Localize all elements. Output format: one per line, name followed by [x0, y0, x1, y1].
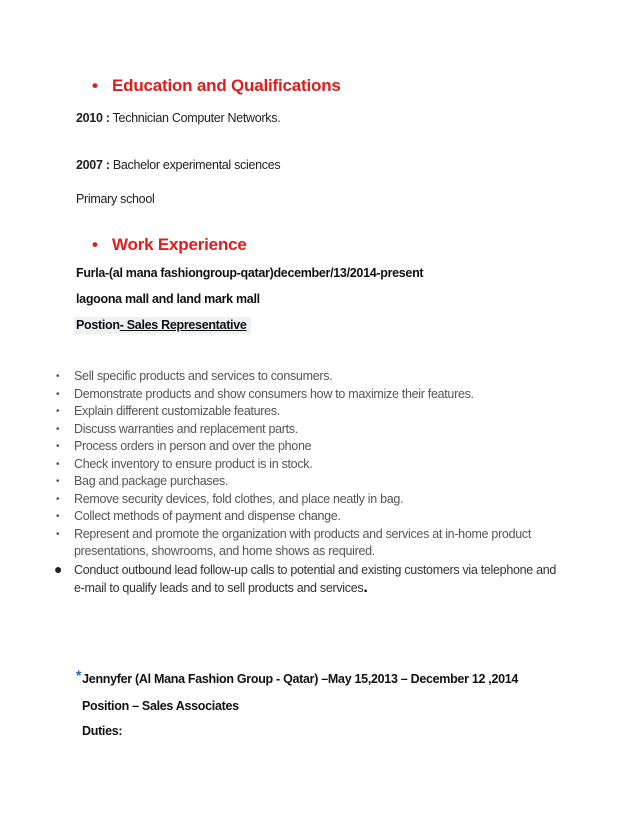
education-heading: [92, 76, 341, 96]
job2-position: Position – Sales Associates: [82, 699, 239, 713]
education-heading-text: Education and Qualifications: [112, 76, 341, 95]
list-item: • Represent and promote the organization with products and services at in-home product presentations, showrooms, and home shows as required.: [56, 526, 532, 558]
duty-text: Conduct outbound lead follow-up calls to potential and existing customers via telephone and e-mail to qualify leads and to sell products and services: [74, 562, 557, 595]
education-text: Technician Computer Networks.: [109, 111, 281, 125]
education-text: Primary school: [76, 192, 155, 206]
star-marker: *: [76, 667, 82, 683]
job1-company: Furla-(al mana fashiongroup-qatar)december/13/2014-present: [76, 266, 424, 280]
work-heading: [92, 235, 247, 255]
duty-text: Remove security devices, fold clothes, and place neatly in bag.: [74, 491, 404, 506]
list-item: • Bag and package purchases.: [56, 474, 229, 488]
duty-text: Sell specific products and services to consumers.: [74, 369, 333, 383]
education-item-2007: [76, 158, 280, 172]
list-item: • Process orders in person and over the phone: [56, 439, 312, 453]
duty-text: Check inventory to ensure product is in stock.: [74, 456, 313, 471]
list-item: • Collect methods of payment and dispense change.: [56, 509, 341, 523]
position-value: - Sales Representative: [119, 318, 247, 332]
education-year: 2007 :: [76, 158, 110, 172]
list-item: • Sell specific products and services to consumers.: [56, 369, 333, 383]
duty-text: Collect methods of payment and dispense change.: [74, 509, 341, 523]
list-item: • Explain different customizable features.: [56, 404, 280, 418]
list-item: • Demonstrate products and show consumers how to maximize their features.: [56, 386, 474, 401]
job1-location: lagoona mall and land mark mall: [76, 292, 260, 306]
duty-end: .: [363, 579, 368, 596]
education-item-primary: [76, 192, 154, 206]
position-highlight: [74, 317, 251, 334]
job2-duties-label: Duties:: [82, 724, 123, 738]
duty-text: Explain different customizable features.: [74, 404, 280, 418]
work-heading-text: Work Experience: [112, 235, 247, 254]
education-item-2010: [76, 111, 280, 125]
job2-company-text: Jennyfer (Al Mana Fashion Group - Qatar) –May 15,2013 – December 12 ,2014: [82, 672, 519, 686]
job2-company: [76, 667, 518, 686]
duty-text: Represent and promote the organization with products and services at in-home product presentations, showrooms, and home shows as required.: [74, 526, 532, 558]
education-text: Bachelor experimental sciences: [109, 158, 281, 172]
job1-position: [76, 318, 251, 332]
list-item: • Remove security devices, fold clothes, and place neatly in bag.: [56, 491, 404, 506]
heading-bullet: •: [92, 235, 98, 254]
job1-duties-list: [54, 368, 614, 598]
duty-text: Discuss warranties and replacement parts.: [74, 421, 298, 436]
list-item: • Check inventory to ensure product is in stock.: [56, 456, 313, 471]
position-prefix: Postion: [76, 318, 120, 332]
heading-bullet: •: [92, 76, 98, 95]
list-item: • Discuss warranties and replacement parts.: [56, 421, 298, 436]
duty-text: Bag and package purchases.: [74, 474, 229, 488]
list-item: ● Conduct outbound lead follow-up calls to potential and existing customers via telephone and e-mail to qualify leads and to sell products and services.: [54, 560, 557, 596]
duty-text: Demonstrate products and show consumers how to maximize their features.: [74, 386, 474, 401]
education-year: 2010 :: [76, 111, 110, 125]
duty-text: Process orders in person and over the phone: [74, 439, 312, 453]
